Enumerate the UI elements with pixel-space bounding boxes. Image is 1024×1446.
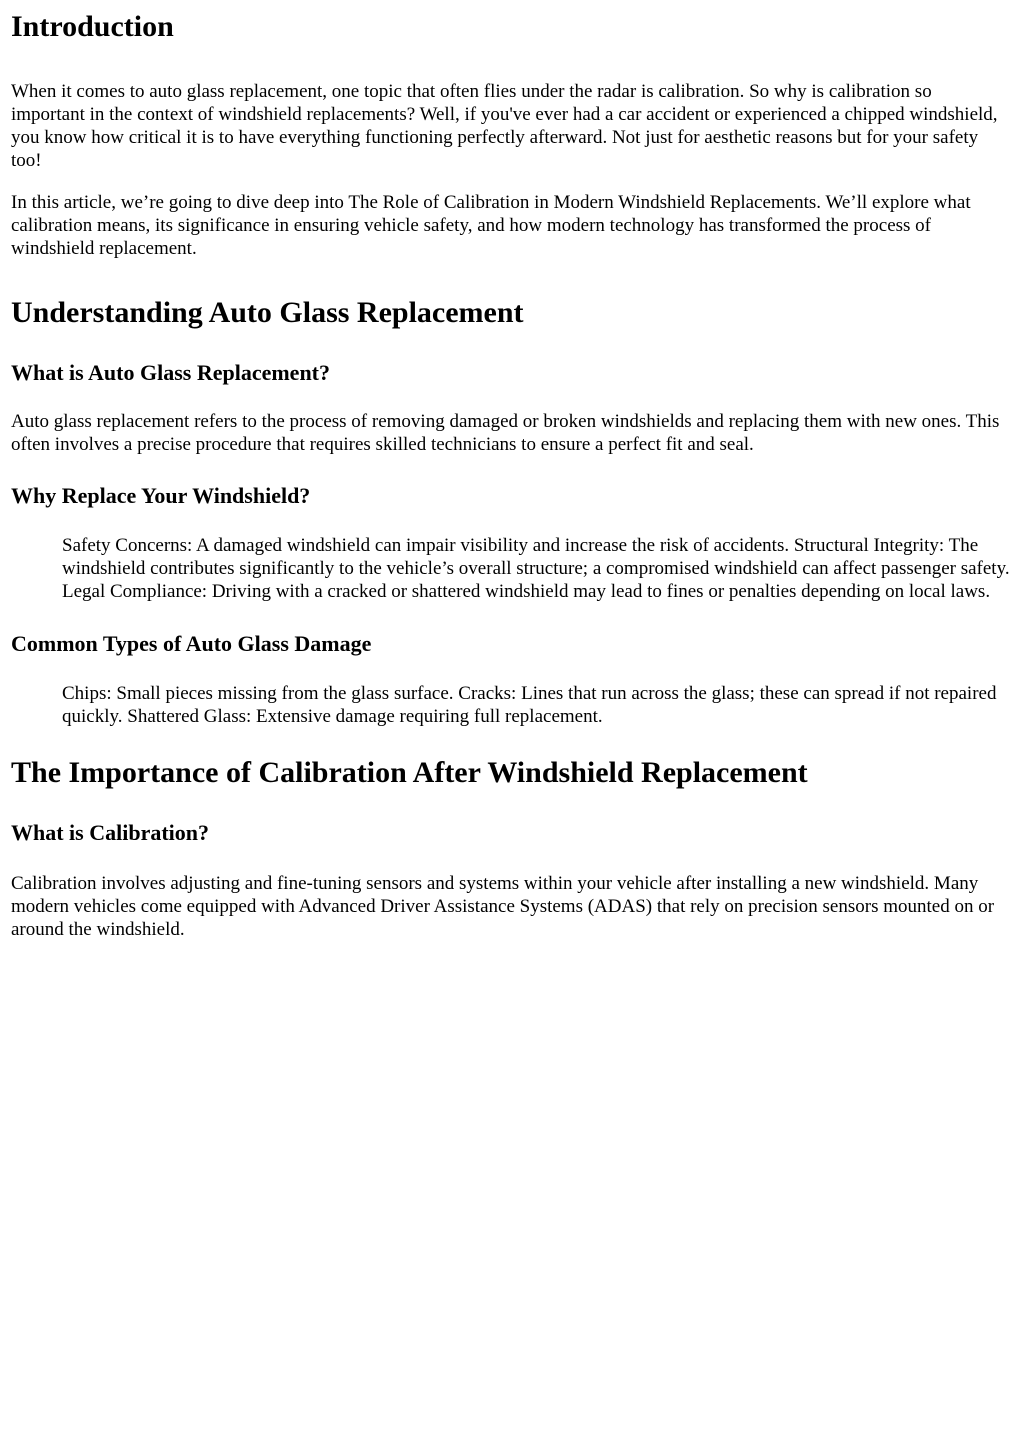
heading-why-replace-windshield: Why Replace Your Windshield? [11, 483, 311, 508]
article [0, 10, 1010, 941]
paragraph-what-is-calibration: Calibration involves adjusting and fine-tuning sensors and systems within your vehicle after installing a new windshield. Many modern vehicles come equipped with Advanced Driver Assistance Systems (ADAS) that rely on precision sensors mounted on or around the windshield. [11, 873, 995, 940]
heading-understanding-auto-glass: Understanding Auto Glass Replacement [11, 296, 524, 329]
heading-importance-of-calibration: The Importance of Calibration After Windshield Replacement [11, 756, 808, 789]
intro-paragraph-1: When it comes to auto glass replacement, one topic that often flies under the radar is calibration. So why is calibration so important in the context of windshield replacements? Well, if you've ever had a car accident or experienced a chipped windshield, you know how critical it is to have everything functioning perfectly afterward. Not just for aesthetic reasons but for your safety too! [11, 81, 998, 171]
heading-what-is-auto-glass-replacement: What is Auto Glass Replacement? [11, 360, 330, 385]
heading-introduction: Introduction [11, 10, 174, 43]
paragraph-what-is-auto-glass-replacement: Auto glass replacement refers to the process of removing damaged or broken windshields and replacing them with new ones. This often involves a precise procedure that requires skilled technicians to ensure a perfect fit and seal. [11, 411, 1000, 455]
intro-paragraph-2: In this article, we’re going to dive deep into The Role of Calibration in Modern Windshield Replacements. We’ll explore what calibration means, its significance in ensuring vehicle safety, and how modern technology has transformed the process of windshield replacement. [11, 192, 971, 259]
blockquote-why-replace: Safety Concerns: A damaged windshield can impair visibility and increase the risk of accidents. Structural Integrity: The windshield contributes significantly to the vehicle’s overall structure; a compromised windshield can affect passenger safety. Legal Compliance: Driving with a cracked or shattered windshield may lead to fines or penalties depending on local laws. [62, 535, 1010, 602]
blockquote-common-damage: Chips: Small pieces missing from the glass surface. Cracks: Lines that run across the glass; these can spread if not repaired quickly. Shattered Glass: Extensive damage requiring full replacement. [62, 683, 997, 727]
heading-what-is-calibration: What is Calibration? [11, 820, 210, 845]
heading-common-damage-types: Common Types of Auto Glass Damage [11, 631, 372, 656]
